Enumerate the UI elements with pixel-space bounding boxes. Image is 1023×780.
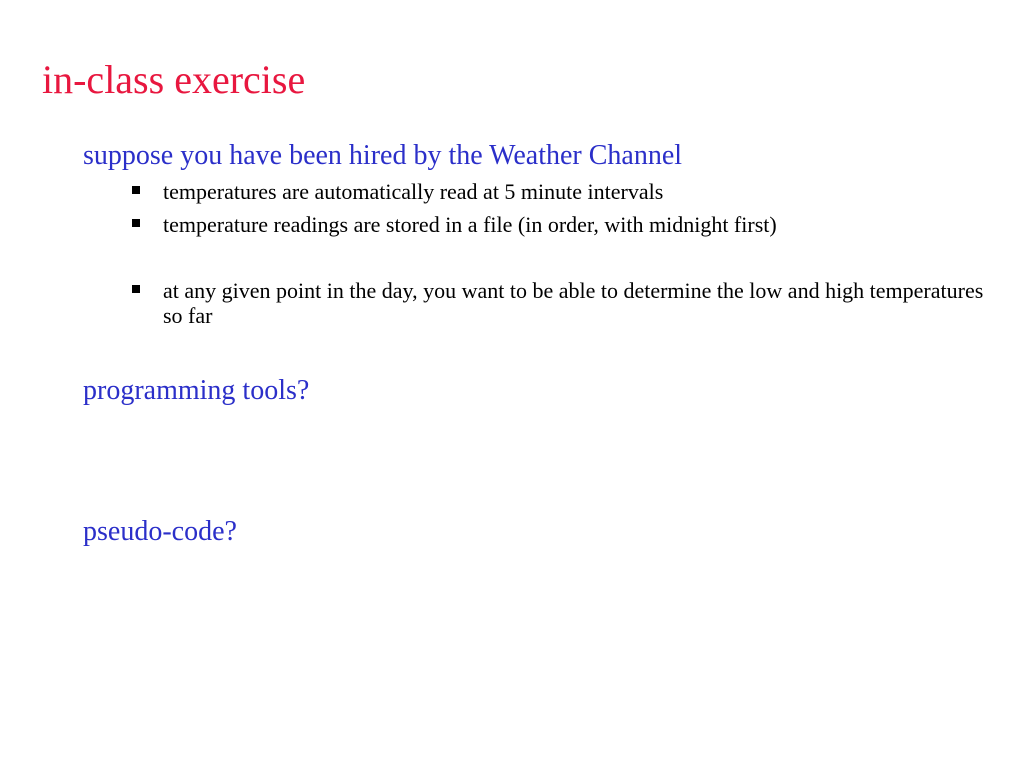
square-bullet-icon bbox=[132, 219, 140, 227]
square-bullet-icon bbox=[132, 285, 140, 293]
bullet-text: temperature readings are stored in a file (in order, with midnight first) bbox=[163, 212, 777, 237]
bullet-text: temperatures are automatically read at 5 minute intervals bbox=[163, 179, 664, 204]
bullet-item-file-storage bbox=[132, 212, 992, 237]
square-bullet-icon bbox=[132, 186, 140, 194]
slide-title: in-class exercise bbox=[42, 57, 306, 102]
heading-programming-tools: programming tools? bbox=[83, 375, 310, 406]
bullet-item-low-high bbox=[132, 278, 992, 328]
heading-pseudo-code: pseudo-code? bbox=[83, 516, 237, 547]
bullet-item-intervals bbox=[132, 179, 992, 204]
heading-weather-channel: suppose you have been hired by the Weather Channel bbox=[83, 140, 683, 171]
bullet-text: at any given point in the day, you want to be able to determine the low and high temperatures so far bbox=[163, 278, 984, 328]
